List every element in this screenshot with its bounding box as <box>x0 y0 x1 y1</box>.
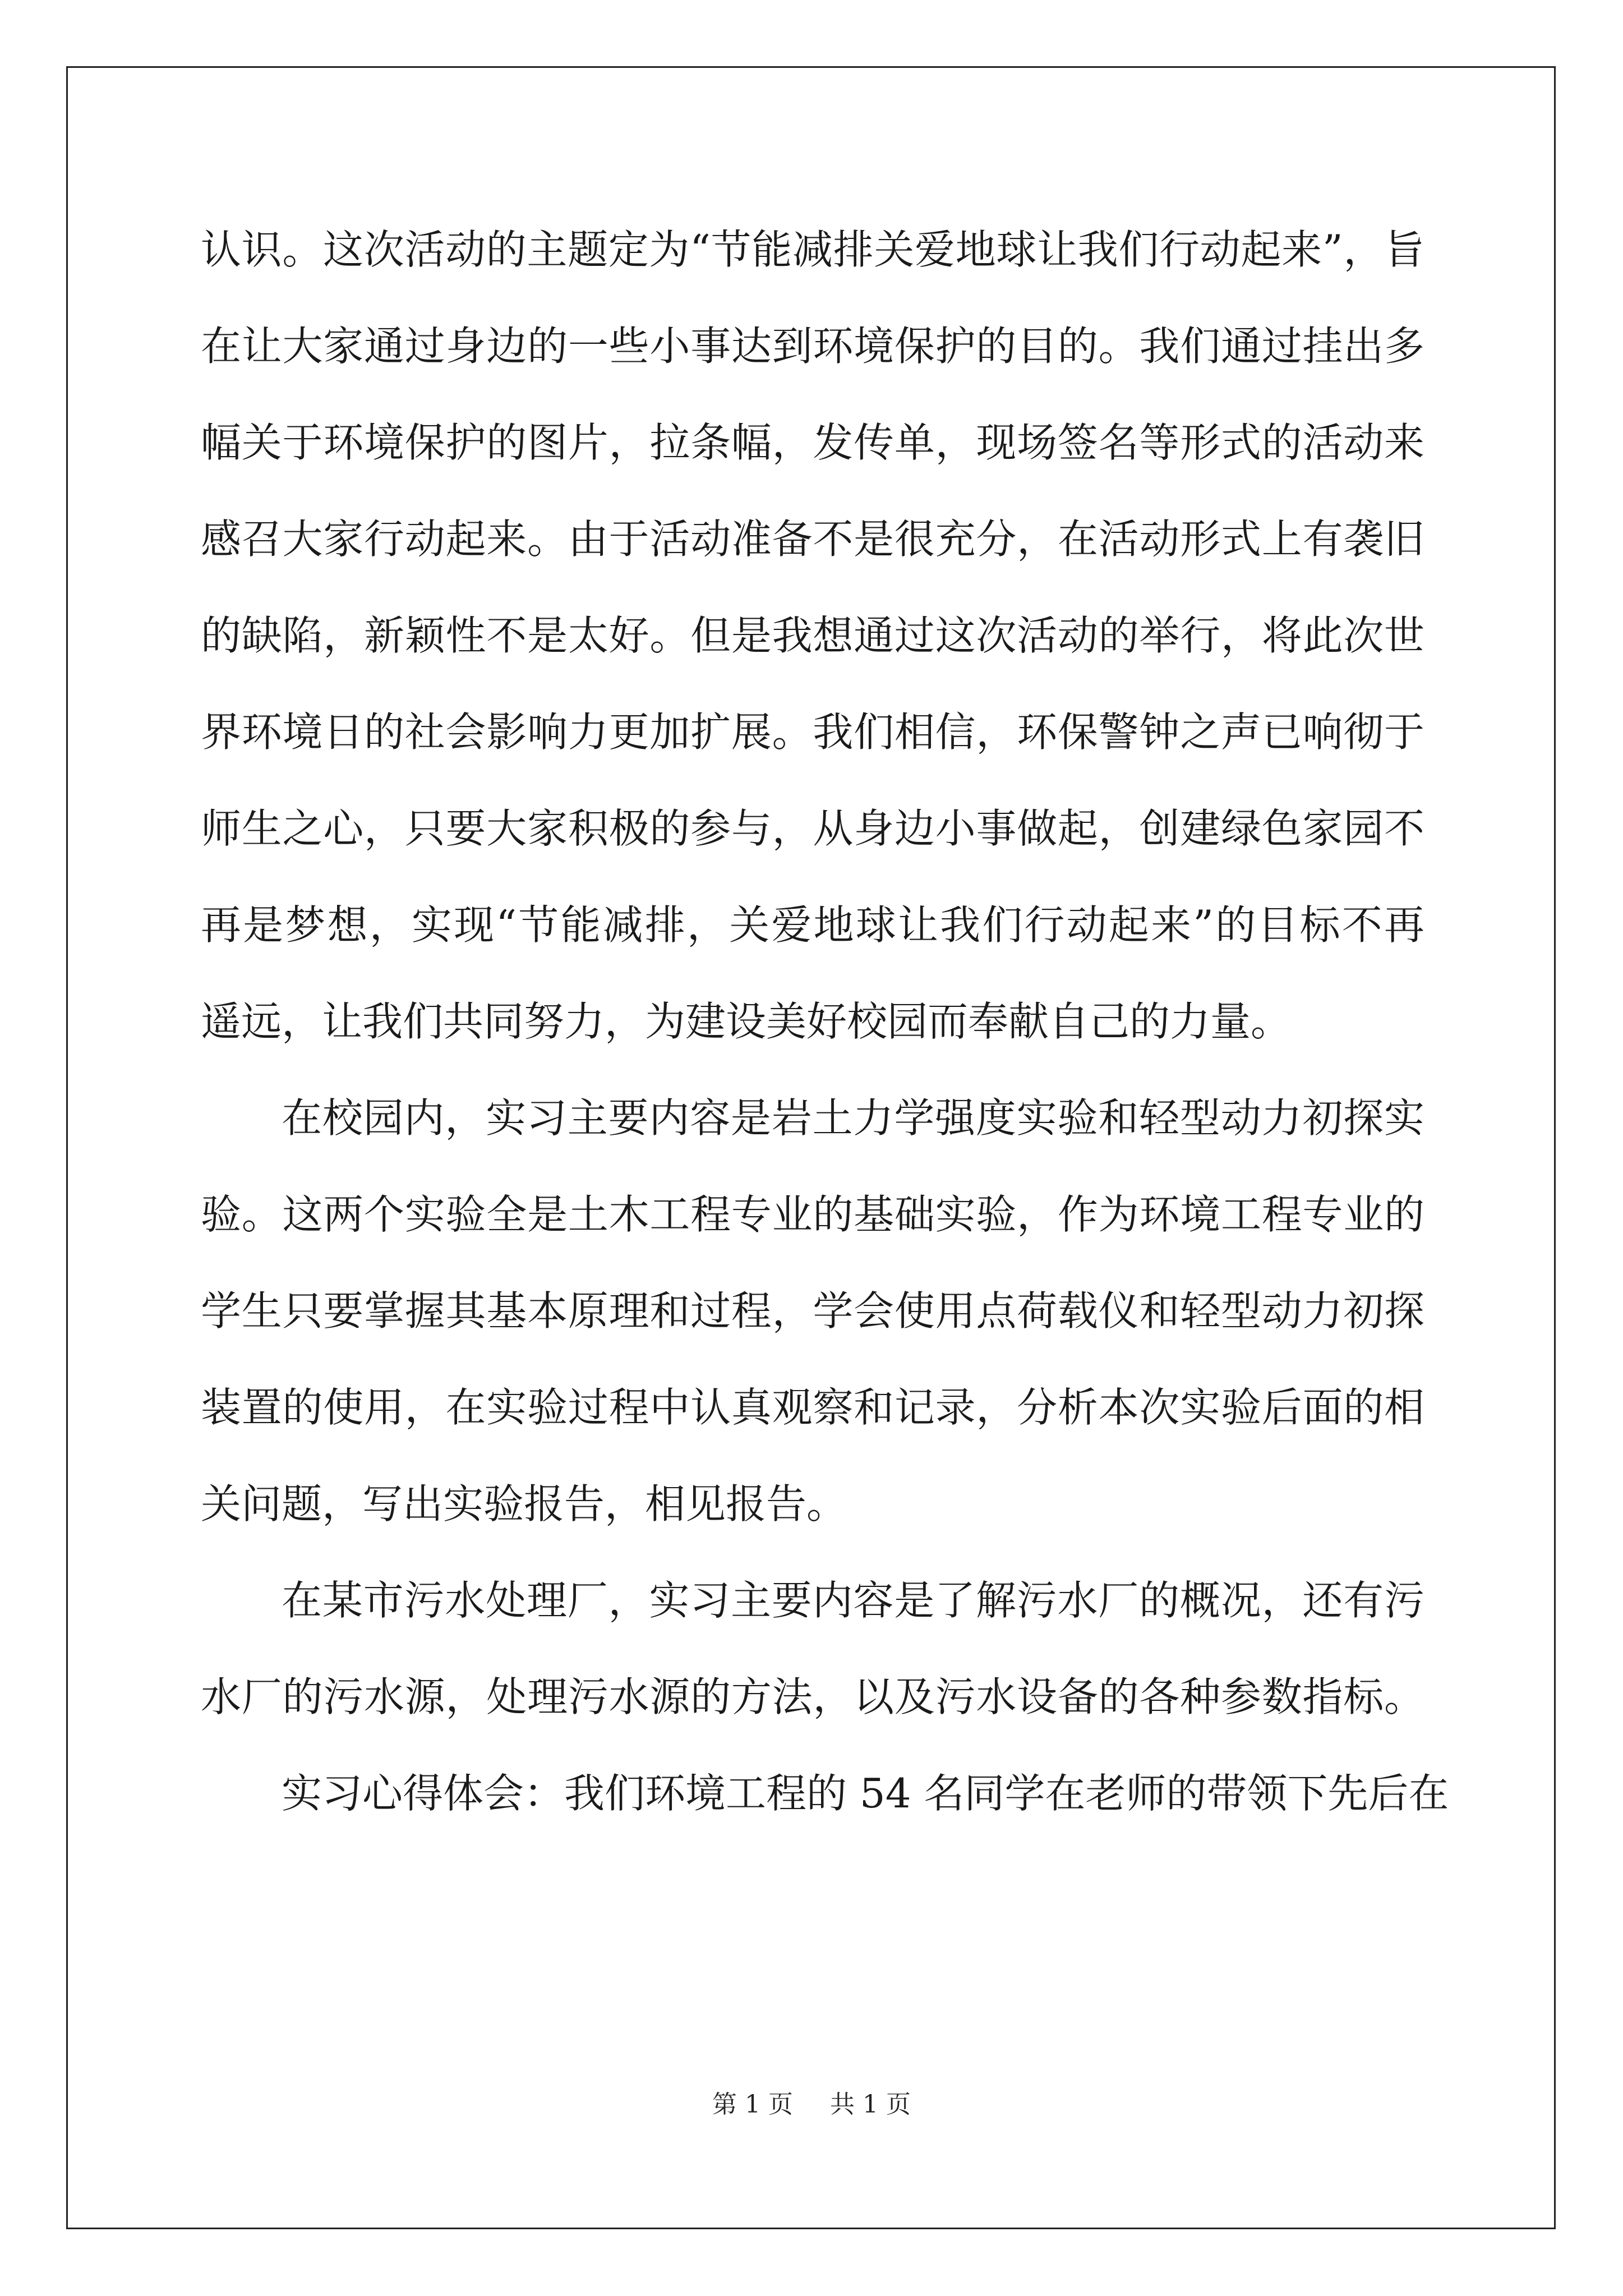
text-line: 关问题，写出实验报告，相见报告。 <box>201 1480 847 1527</box>
text-line: 幅关于环境保护的图片，拉条幅，发传单，现场签名等形式的活动来 <box>201 419 1424 466</box>
text-line: 认识。这次活动的主题定为“节能减排关爱地球让我们行动起来”，旨 <box>201 226 1424 273</box>
text-line: 水厂的污水源，处理污水源的方法，以及污水设备的各种参数指标。 <box>201 1673 1424 1720</box>
text-line: 师生之心，只要大家积极的参与，从身边小事做起，创建绿色家园不 <box>201 805 1424 852</box>
page-footer <box>0 2084 1623 2120</box>
text-line: 在校园内，实习主要内容是岩土力学强度实验和轻型动力初探实 <box>282 1094 1424 1142</box>
text-line: 在让大家通过身边的一些小事达到环境保护的目的。我们通过挂出多 <box>201 323 1424 370</box>
text-line: 学生只要掌握其基本原理和过程，学会使用点荷载仪和轻型动力初探 <box>201 1287 1424 1335</box>
text-line: 实习心得体会：我们环境工程的 54 名同学在老师的带领下先后在 <box>282 1770 1449 1817</box>
text-line: 装置的使用，在实验过程中认真观察和记录，分析本次实验后面的相 <box>201 1384 1424 1431</box>
text-line: 遥远，让我们共同努力，为建设美好校园而奉献自己的力量。 <box>201 998 1292 1045</box>
text-line: 验。这两个实验全是土木工程专业的基础实验，作为环境工程专业的 <box>201 1191 1424 1238</box>
text-line: 在某市污水处理厂，实习主要内容是了解污水厂的概况，还有污 <box>282 1577 1424 1624</box>
text-line: 再是梦想，实现“节能减排，关爱地球让我们行动起来”的目标不再 <box>201 901 1424 949</box>
text-line: 界环境日的社会影响力更加扩展。我们相信，环保警钟之声已响彻于 <box>201 708 1424 756</box>
text-line: 感召大家行动起来。由于活动准备不是很充分，在活动形式上有袭旧 <box>201 516 1424 563</box>
text-line: 的缺陷，新颖性不是太好。但是我想通过这次活动的举行，将此次世 <box>201 612 1424 659</box>
total-pages: 共 1 页 <box>830 2090 911 2119</box>
page-number: 第 1 页 <box>712 2090 793 2119</box>
